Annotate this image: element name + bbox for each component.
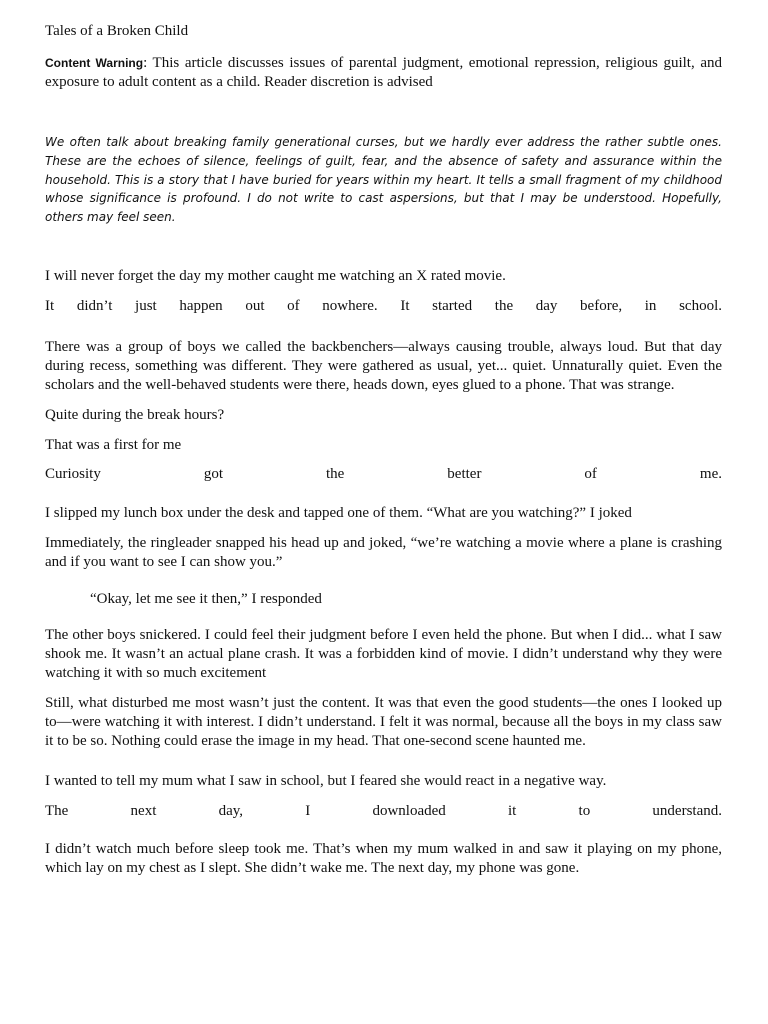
content-warning-label: Content Warning [45,56,144,70]
paragraph-14: I didn’t watch much before sleep took me. That’s when my mum walked in and saw it playing on my phone, which lay on my chest as I slept. She didn’t wake me. The next day, my phone was gone. [45,840,722,876]
paragraph-4: Quite during the break hours? [45,406,225,423]
paragraph-8: Immediately, the ringleader snapped his head up and joked, “we’re watching a movie where a plane is crashing and if you want to see I can show you.” [45,534,722,570]
paragraph-9: “Okay, let me see it then,” I responded [90,590,322,607]
intro-paragraph: We often talk about breaking family generational curses, but we hardly ever address the rather subtle ones. These are the echoes of silence, feelings of guilt, fear, and the absence of safety and assurance within the household. This is a story that I have buried for years within my heart. It tells a small fragment of my childhood whose significance is profound. I do not write to cast aspersions, but that I may be understood. Hopefully, others may feel seen. [45,135,722,225]
paragraph-5: That was a first for me [45,436,182,453]
document-title: Tales of a Broken Child [45,23,189,39]
paragraph-2: It didn’t just happen out of nowhere. It started the day before, in school. [45,297,722,314]
content-warning-text: : This article discusses issues of parental judgment, emotional repression, religious guilt, and exposure to adult content as a child. Reader discretion is advised [45,55,722,90]
paragraph-7: I slipped my lunch box under the desk and tapped one of them. “What are you watching?” I joked [45,504,632,521]
paragraph-1: I will never forget the day my mother caught me watching an X rated movie. [45,267,506,284]
paragraph-12: I wanted to tell my mum what I saw in school, but I feared she would react in a negative way. [45,772,607,789]
document-page [45,22,722,878]
paragraph-6: Curiosity got the better of me. [45,465,722,482]
paragraph-11: Still, what disturbed me most wasn’t just the content. It was that even the good students—the ones I looked up to—were watching it with interest. I didn’t understand. I felt it was normal, because all the boys in my class saw it to be so. Nothing could erase the image in my head. That one-second scene haunted me. [45,694,722,749]
content-warning [45,54,722,92]
paragraph-10: The other boys snickered. I could feel their judgment before I even held the phone. But when I did... what I saw shook me. It wasn’t an actual plane crash. It was a forbidden kind of movie. I didn’t understand why they were watching it with so much excitement [45,626,722,681]
paragraph-3: There was a group of boys we called the backbenchers—always causing trouble, always loud. But that day during recess, something was different. They were gathered as usual, yet... quiet. Unnaturally quiet. Even the scholars and the well-behaved students were there, heads down, eyes glued to a phone. That was strange. [45,338,722,393]
paragraph-13: The next day, I downloaded it to understand. [45,802,722,819]
